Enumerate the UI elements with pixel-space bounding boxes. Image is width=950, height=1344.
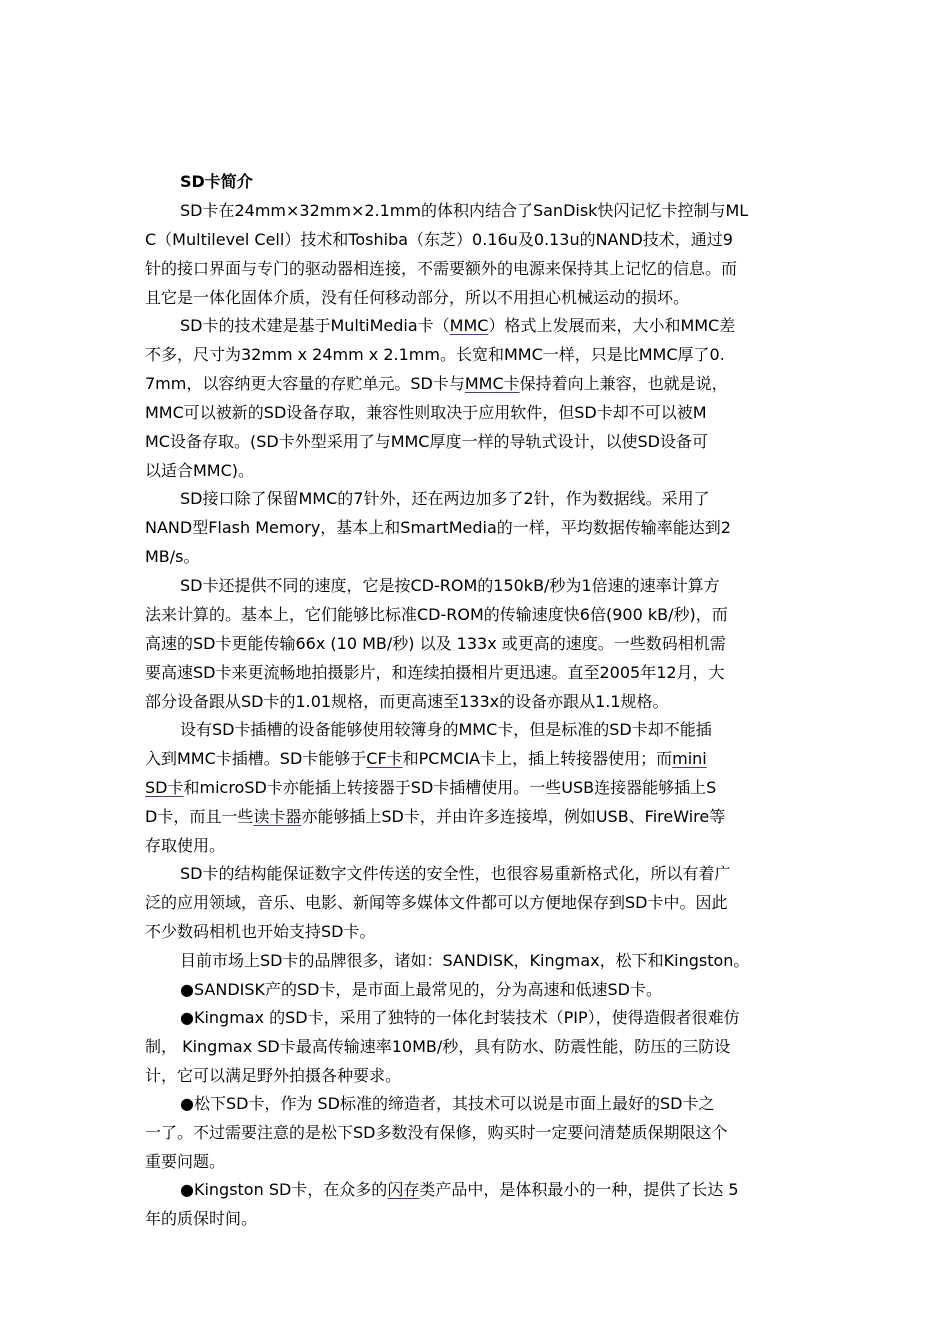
text-run: SD卡的技术建是基于MultiMedia卡（ <box>180 316 450 335</box>
paragraph-line: 泛的应用领域，音乐、电影、新闻等多媒体文件都可以方便地保存到SD卡中。因此 <box>145 893 728 912</box>
hyperlink[interactable]: CF卡 <box>366 749 403 768</box>
document-title: SD卡简介 <box>180 172 253 191</box>
paragraph-line <box>145 778 716 798</box>
paragraph-line: 高速的SD卡更能传输66x (10 MB/秒) 以及 133x 或更高的速度。一些数码相机需 <box>145 634 726 653</box>
paragraph-line: MMC可以被新的SD设备存取，兼容性则取决于应用软件，但SD卡却不可以被M <box>145 403 707 422</box>
paragraph-line <box>180 1180 739 1200</box>
hyperlink[interactable]: SD卡 <box>145 778 184 797</box>
text-run: 和microSD卡亦能插上转接器于SD卡插槽使用。一些USB连接器能够插上S <box>183 778 717 797</box>
text-run: D卡，而且一些 <box>145 807 254 826</box>
paragraph-line: 要高速SD卡来更流畅地拍摄影片，和连续拍摄相片更迅速。直至2005年12月，大 <box>145 663 725 682</box>
paragraph-line: 制， Kingmax SD卡最高传输速率10MB/秒，具有防水、防震性能，防压的三防设 <box>145 1037 731 1056</box>
paragraph-line: 以适合MMC)。 <box>145 461 255 480</box>
paragraph-line: SD卡在24mm×32mm×2.1mm的体积内结合了SanDisk快闪记忆卡控制与ML <box>180 201 749 220</box>
paragraph-line <box>145 749 707 769</box>
paragraph-line: MC设备存取。(SD卡外型采用了与MMC厚度一样的导轨式设计，以使SD设备可 <box>145 432 708 451</box>
text-run: 类产品中，是体积最小的一种，提供了长达 5 <box>419 1180 739 1199</box>
paragraph-line: 目前市场上SD卡的品牌很多，诸如：SANDISK，Kingmax，松下和Kingston。 <box>180 951 750 970</box>
hyperlink[interactable]: MMC <box>449 316 489 335</box>
paragraph-line: ●松下SD卡，作为 SD标准的缔造者，其技术可以说是市面上最好的SD卡之 <box>180 1094 715 1113</box>
paragraph-line: ●Kingmax 的SD卡，采用了独特的一体化封装技术（PIP），使得造假者很难仿 <box>180 1008 740 1027</box>
text-run: ）格式上发展而来，大小和MMC差 <box>488 316 736 335</box>
text-run: 保持着向上兼容，也就是说， <box>519 374 728 393</box>
paragraph-line: 部分设备跟从SD卡的1.01规格，而更高速至133x的设备亦跟从1.1规格。 <box>145 692 669 711</box>
paragraph-line: 且它是一体化固体介质，没有任何移动部分，所以不用担心机械运动的损坏。 <box>145 288 690 307</box>
paragraph-line: SD卡还提供不同的速度，它是按CD-ROM的150kB/秒为1倍速的速率计算方 <box>180 576 720 595</box>
paragraph-line: 设有SD卡插槽的设备能够使用较簿身的MMC卡，但是标准的SD卡却不能插 <box>180 720 712 739</box>
text-run: 亦能够插上SD卡，并由许多连接埠，例如USB、FireWire等 <box>301 807 726 826</box>
paragraph-line: 计，它可以满足野外拍摄各种要求。 <box>145 1066 402 1085</box>
paragraph-line: MB/s。 <box>145 547 200 566</box>
paragraph-line <box>145 807 725 827</box>
text-run: 和PCMCIA卡上，插上转接器使用；而 <box>402 749 673 768</box>
paragraph-line: 法来计算的。基本上，它们能够比标准CD-ROM的传输速度快6倍(900 kB/秒)，而 <box>145 605 728 624</box>
paragraph-line: 存取使用。 <box>145 836 226 855</box>
paragraph-line: NAND型Flash Memory，基本上和SmartMedia的一样，平均数据传输率能达到2 <box>145 518 731 537</box>
hyperlink[interactable]: 读卡器 <box>253 807 302 826</box>
paragraph-line: 不少数码相机也开始支持SD卡。 <box>145 922 376 941</box>
paragraph-line: 不多，尺寸为32mm x 24mm x 2.1mm。长宽和MMC一样，只是比MMC厚了0. <box>145 345 725 364</box>
text-run: ●Kingston SD卡，在众多的 <box>180 1180 388 1199</box>
paragraph-line <box>145 374 728 394</box>
paragraph-line: 重要问题。 <box>145 1152 226 1171</box>
text-run: 入到MMC卡插槽。SD卡能够于 <box>145 749 367 768</box>
paragraph-line: ●SANDISK产的SD卡，是市面上最常见的，分为高速和低速SD卡。 <box>180 980 662 999</box>
paragraph-line: 一了。不过需要注意的是松下SD多数没有保修，购买时一定要问清楚质保期限这个 <box>145 1123 728 1142</box>
hyperlink[interactable]: 闪存 <box>387 1180 420 1199</box>
hyperlink[interactable]: MMC卡 <box>464 374 520 393</box>
paragraph-line: 针的接口界面与专门的驱动器相连接，不需要额外的电源来保持其上记忆的信息。而 <box>145 259 738 278</box>
hyperlink[interactable]: mini <box>672 749 707 768</box>
paragraph-line: SD卡的结构能保证数字文件传送的安全性，也很容易重新格式化，所以有着广 <box>180 864 731 883</box>
paragraph-line <box>180 316 735 336</box>
paragraph-line: 年的质保时间。 <box>145 1209 258 1228</box>
paragraph-line: SD接口除了保留MMC的7针外，还在两边加多了2针，作为数据线。采用了 <box>180 489 710 508</box>
paragraph-line: C（Multilevel Cell）技术和Toshiba（东芝）0.16u及0.13u的NAND技术，通过9 <box>145 230 733 249</box>
text-run: 7mm，以容纳更大容量的存贮单元。SD卡与 <box>145 374 465 393</box>
